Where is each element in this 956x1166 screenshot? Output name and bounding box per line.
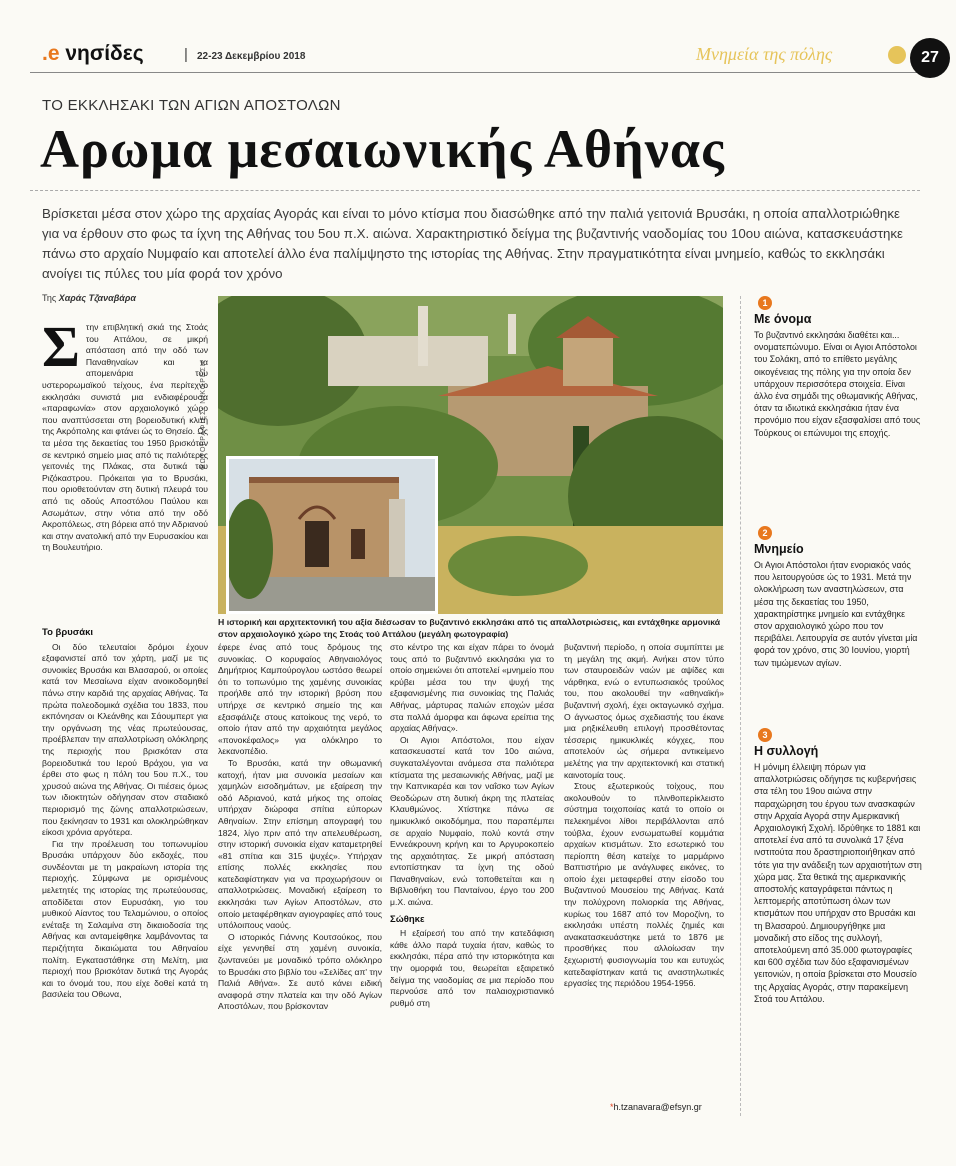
body-paragraph: Το Βρυσάκι, κατά την οθωμανική κατοχή, ήταν μια συνοικία μεσαίων και χαμηλών εισοδημάτων, με εξαίρεση την οδό Αδριανού, κατά μήκος της οποίας υπήρχαν διώροφα σπίτια εύπορων Αθηναίων. Στην επίσημη απογραφή του 1824, λίγο πριν από την απελευθέρωση, στην ιστορική συνοικία είχαν καταμετρηθεί «81 σπίτια και 315 ψυχές». Υπήρχαν επίσης πολλές εκκλησίες που κατεδαφίστηκαν για να προχωρήσουν οι απαλλοτριώσεις. Μοναδική εξαίρεση το εκκλησάκι των Αγίων Αποστόλων, στο οποίο μεταφέρθηκαν αγιογραφίες από τους υπόλοιπους ναούς. bbox=[218, 757, 382, 931]
body-paragraph: Για την προέλευση του τοπωνυμίου Βρυσάκι υπάρχουν δύο εκδοχές, που συνδέονται με τη μακραίωνη ιστορία της περιοχής. Σύμφωνα με ορισμένους μελετητές της ιστορίας της πρωτεύουσας, αποδίδεται στον Ευρυσάκη, γιο του μυθικού Αίαντος του Τελαμώνιου, ο οποίος ενέταξε τη Σαλαμίνα στη δικαιοδοσία της Αθήνας και ανταμείφθηκε λαμβάνοντας τα περιζήτητα δικαιώματα του Αθηναίου πολίτη. Εγκαταστάθηκε στη Μελίτη, μια περιοχή που βρισκόταν δυτικά της Αγοράς και το όνομά του, που είχε δοθεί κατά τη βασιλεία του Οθωνα, bbox=[42, 838, 208, 1000]
sidebar-text: Οι Αγιοι Απόστολοι ήταν ενοριακός ναός που λειτουργούσε ώς το 1931. Μετά την ολοκλήρωση των αναστηλώσεων, στα μέσα της δεκαετίας του 1950, χαρακτηρίστηκε μνημείο και εντάχθηκε στον αρχαιολογικό χώρο που τον περιβάλει. Λειτουργία σε αυτόν γίνεται μία φορά τον χρόνο, στις 30 Ιουνίου, γιορτή των τιμώμενων αγίων. bbox=[754, 560, 918, 668]
body-paragraph: Στους εξωτερικούς τοίχους, που ακολουθούν το πλινθοπερίκλειστο σύστημα τοιχοποιίας κατά το οποίο οι πελεκημένοι λίθοι περιβάλλονται από τούβλα, έχουν ενσωματωθεί κομμάτια αρχαίων κτισμάτων. Στο εσωτερικό του περίοπτη θέση κατείχε το μαρμάρινο Βαπτιστήριο με ανάγλυφες εικόνες, το οποίο έχει μεταφερθεί στην είσοδο του Βυζαντινού Μουσείου της Αθήνας. Κατά την πολύχρονη πολιορκία της Αθήνας, κυρίως του 1687 από τον Μοροζίνη, το εκκλησάκι υπέστη πολλές ζημιές και ανακατασκευάστηκε μετά το 1876 με προσθήκες που αλλοίωσαν την ξεχωριστή φυσιογνωμία του και ευτυχώς κατεδαφίστηκαν κατά τις αναστηλωτικές εργασίες της περιόδου 1954-1956. bbox=[564, 781, 724, 989]
sidebar-divider bbox=[740, 296, 741, 1116]
number-badge: 1 bbox=[758, 296, 772, 310]
lede: Βρίσκεται μέσα στον χώρο της αρχαίας Αγοράς και είναι το μόνο κτίσμα που διασώθηκε από την παλιά γειτονιά Βρυσάκι, η οποία απαλλοτριώθηκε για να έρθουν στο φως τα ίχνη της Αθήνας του 5ου π.Χ. αιώνα. Χαρακτηριστικό δείγμα της βυζαντινής ναοδομίας του 10ου αιώνα, κατασκευάστηκε πάνω στο αρχαίο Νυμφαίο και αποτελεί άλλο ένα παλίμψηστο της ιστορίας της Αθήνας. Στην πραγματικότητα είναι μνημείο, καθώς το εκκλησάκι ανοίγει τις πύλες του μία φορά τον χρόνο bbox=[42, 206, 903, 281]
star-icon: * bbox=[610, 1102, 614, 1112]
sidebar-item-monument bbox=[752, 526, 922, 669]
body-paragraph: Οι δύο τελευταίοι δρόμοι έχουν εξαφανιστεί από τον χάρτη, μαζί με τις συνοικίες Βρυσάκι και Βλασαρού, οι οποίες κατά τον Μεσαίωνα είχαν ανοικοδομηθεί πάνω στην καρδιά της αρχαίας Αθήνας. Τα πρώτα πολεοδομικά σχέδια του 1833, που εκπόνησαν οι Κλεάνθης και Σάουμπερτ για την οργάνωση της νέας πρωτεύουσας, προέβλεπαν την απαλλοτρίωση ολόκληρης της περιοχής που βρισκόταν στα βορειοδυτικά του Ιερού Βράχου, για να έρθει στο φως η πόλη του 5ου π.Χ., του χρυσού αιώνα της Αθήνας. Οι πιέσεις όμως των ιδιοκτητών οδήγησαν στον σταδιακό περιορισμό της ζώνης απαλλοτριώσεων, που ξεκίνησαν το 1931 και ολοκληρώθηκαν είκοσι χρόνια αργότερα. bbox=[42, 641, 208, 838]
sidebar-title: Η συλλογή bbox=[754, 744, 819, 758]
number-badge: 2 bbox=[758, 526, 772, 540]
sidebar-text: Η μόνιμη έλλειψη πόρων για απαλλοτριώσεις οδήγησε τις κυβερνήσεις στα τέλη του 19ου αιώνα στην παραχώρηση του έργου των ανασκαφών στην Αρχαία Αγορά στην Αμερικανική Αρχαιολογική Σχολή. Ιδρύθηκε το 1881 και αποτελεί ένα από τα συνολικά 17 ξένα ινστιτούτα που δραστηριοποιήθηκαν από τότε για την ανάδειξη των αρχαιοτήτων στη χώρα μας. Στα θετικά της αμερικανικής αποστολής καταγράφεται πάντως η λεπτομερής αποτύπωση όλων των κτισμάτων που υπήρχαν στο Βρυσάκι και τη Βλασαρού. Δημιουργήθηκε μια μοναδική στο είδος της συλλογή, αποτελούμενη από 35.000 φωτογραφίες και 600 σχέδια των δύο εξαφανισμένων γειτονιών, η οποία βρίσκεται στο Μουσείο της Αρχαίας Αγοράς, στην παρακείμενη Στοά του Αττάλου. bbox=[754, 762, 922, 1004]
body-paragraph: στο κέντρο της και είχαν πάρει το όνομά τους από το βυζαντινό εκκλησάκι για το οποίο σημειώνει ότι αποτελεί «μνημείο που κρύβει μέσα του την ψυχή της εξαφανισμένης πια συνοικίας της Παλιάς Αθήνας, μάρτυρας παλιών εποχών μέσα στα πολλά άμορφα και άφωνα ερείπια της αρχαίας Αθήνας». bbox=[390, 642, 554, 734]
sidebar-title: Μνημείο bbox=[754, 542, 804, 556]
number-badge: 3 bbox=[758, 728, 772, 742]
page-number: 27 bbox=[910, 38, 950, 78]
body-paragraph: Οι Αγιοι Απόστολοι, που είχαν κατασκευαστεί κατά τον 10ο αιώνα, συγκαταλέγονται ανάμεσα στα παλιότερα κτίσματα της μεσαιωνικής Αθήνας, μαζί με την Καπνικαρέα και τον ναΐσκο των Αγίων Θεοδώρων στη δυτική άκρη της πλατείας Κλαυθμώνος. Χτίστηκε πάνω σε ημικυκλικό οικοδόμημα, που παραπέμπει σε αρχαίο Νυμφαίο, πολύ κοντά στην Εννεάκρουνη κρήνη και το Αργυροκοπείο της αρχαιότητας. Σε μικρή απόσταση εντοπίστηκαν τα ίχνη της οδού Παναθηναίων, ενώ τοποθετείται και η Βιβλιοθήκη του Πανταίνου, έργο του 200 μ.Χ. αιώνα. bbox=[390, 734, 554, 908]
sidebar-title: Με όνομα bbox=[754, 312, 812, 326]
body-paragraph: έφερε ένας από τους δρόμους της συνοικίας. Ο κορυφαίος Αθηναιολόγος Δημήτριος Καμπούρογλου ωστόσο θεωρεί ότι το τοπωνύμιο της χαμένης συνοικίας προήλθε από την ιστορική βρύση που υπήρχε σε κεντρικό σημείο της και εξασφάλιζε στους κατοίκους της νερό, το οποίο ήταν από την αρχαιότητα μεγάλος «πονοκέφαλος» για ολόκληρο το λεκανοπέδιο. bbox=[218, 642, 382, 757]
kicker: ΤΟ ΕΚΚΛΗΣΑΚΙ ΤΩΝ ΑΓΙΩΝ ΑΠΟΣΤΟΛΩΝ bbox=[42, 97, 341, 114]
body-column-2 bbox=[218, 642, 382, 1013]
body-paragraph: βυζαντινή περίοδο, η οποία συμπίπτει με τη μεγάλη της ακμή. Ανήκει στον τύπο των σταυροειδών ναών με αψίδες και νάρθηκα, ενώ ο εντυπωσιακός τρούλος του, που ακολουθεί την «αθηναϊκή» βυζαντινή σχολή, έχει οκταγωνικό σχήμα. Ο άγνωστος όμως σχεδιαστής του έκανε μια ρηξικέλευθη επιλογή προσθέτοντας τέσσερις ημικυκλικές κόγχες, που αποτελούν ώς σήμερα αντικείμενο μελέτης για την αρχιτεκτονική και στατική καινοτομία τους. bbox=[564, 642, 724, 780]
byline: Της Χαράς Τζαναβάρα bbox=[42, 293, 136, 303]
photo-caption: Η ιστορική και αρχιτεκτονική του αξία διέσωσαν το βυζαντινό εκκλησάκι από τις απαλλοτριώσεις, και εντάχθηκε αρμονικά στον αρχαιολογικό χώρο της Στοάς τού Αττάλου (μεγάλη φωτογραφία) bbox=[218, 617, 721, 639]
body-column-1 bbox=[42, 314, 208, 554]
issue-date: 22-23 Δεκεμβρίου 2018 bbox=[197, 51, 306, 62]
brand-logo: .e νησίδες bbox=[42, 42, 144, 65]
dropcap: Σ bbox=[42, 314, 80, 379]
section-title: Μνημεία της πόλης bbox=[696, 44, 833, 64]
headline: Αρωμα μεσαιωνικής Αθήνας bbox=[40, 119, 725, 179]
body-column-1-lower bbox=[42, 622, 208, 1001]
page-header bbox=[30, 40, 939, 73]
author-email[interactable]: *h.tzanavara@efsyn.gr bbox=[610, 1102, 702, 1112]
photo-credit: ΦΩΤΟΓΡΑΦΙΕΣ: ΝΙΚΟΡΕΣΗ bbox=[200, 360, 207, 470]
section-mark-icon bbox=[888, 46, 906, 64]
body-paragraph: Η εξαίρεσή του από την κατεδάφιση κάθε άλλο παρά τυχαία ήταν, καθώς το εκκλησάκι, πέρα από την ιστορικότητα και την ομορφιά του, θεωρείται εξαιρετικό δείγμα της ναοδομίας σε μια περίοδο που περνούσε από τον παλαιοχριστιανικό ρυθμό στη bbox=[390, 928, 554, 1008]
body-column-3 bbox=[390, 642, 554, 1009]
inset-photo bbox=[226, 456, 438, 614]
church-facade-image bbox=[229, 459, 435, 611]
subheading: Το βρυσάκι bbox=[42, 627, 94, 638]
body-column-4 bbox=[564, 642, 724, 990]
body-paragraph: Ο ιστορικός Γιάννης Κουτσούκος, που είχε γεννηθεί στη χαμένη συνοικία, ζωντανεύει με μοναδικό τρόπο ολόκληρο το Βρυσάκι στο βιβλίο του «Σελίδες απ' την Παλιά Αθήνα». Σε αυτό κάνει ειδική αναφορά στην πλατεία και την οδό Αγίων Αποστόλων, που βρίσκονταν bbox=[218, 931, 382, 1012]
body-paragraph: την επιβλητική σκιά της Στοάς του Αττάλου, σε μικρή απόσταση από την οδό των Παναθηναίων και τα απομεινάρια του υστερορωμαϊκού τείχους, ένα περίτεχνο εκκλησάκι συνιστά μια ενδιαφέρουσα «παραφωνία» στον αρχαιολογικό χώρο που αναπτύσσεται στη βορειοδυτική κλιτή της Ακρόπολης και φτάνει ώς το Θησείο. Ως τα μέσα της δεκαετίας του 1950 βρισκόταν σε κεντρικό σημείο μιας από τις παλιότερες γειτονιές της Πλάκας, στα δυτικά του Ριζόκαστρου. Πρόκειται για το Βρυσάκι, που οριοθετούνταν στη δυτική πλευρά του από τις οδούς Αποστόλου Παύλου και Ασωμάτων, στην νότια από την οδό Ακροπόλεως, στη βόρεια από την Αδριανού και στην ανατολική από την Ευρυσακίου και τη Βουλευτήριο. bbox=[42, 322, 208, 553]
sidebar-text: Το βυζαντινό εκκλησάκι διαθέτει και... ονοματεπώνυμο. Είναι οι Αγιοι Απόστολοι του Σολάκη, από το επίθετο μεγάλης οικογένειας της πόλης για την οποία δεν υπάρχουν περισσότερα στοιχεία. Είναι άλλο ένα σημάδι της οθωμανικής Αθήνας, όταν τα ιδιωτικά εκκλησάκια ήταν ένα προνόμιο που είχαν εξασφαλίσει από τους Τούρκους οι επώνυμοι της εποχής. bbox=[754, 330, 921, 438]
sidebar-item-name bbox=[752, 296, 922, 439]
divider bbox=[30, 190, 920, 191]
header-separator: | bbox=[184, 46, 188, 63]
sidebar-item-collection bbox=[752, 728, 922, 1005]
subheading: Σώθηκε bbox=[390, 913, 425, 925]
